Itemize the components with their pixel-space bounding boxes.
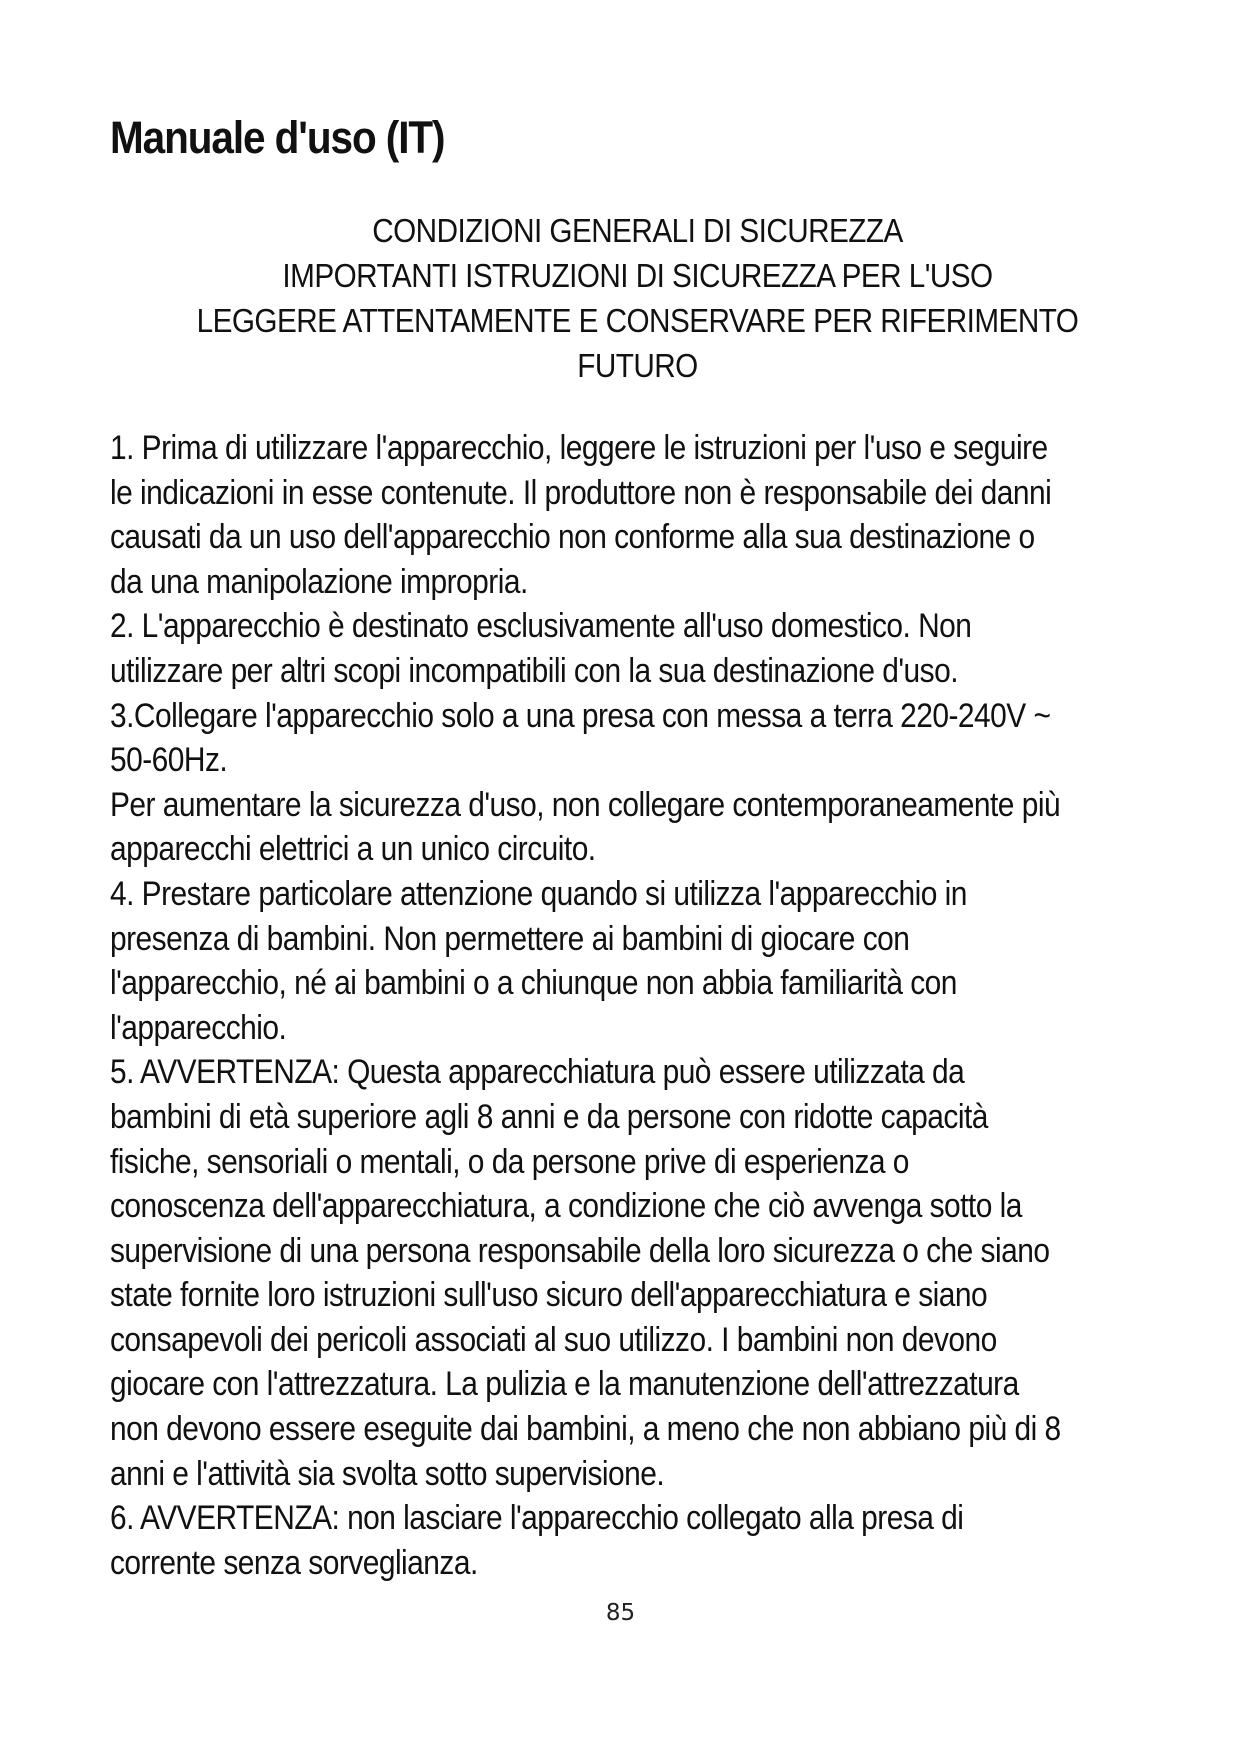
page-number: 85 — [605, 1600, 636, 1626]
instruction-5-line: conoscenza dell'apparecchiatura, a condizione che ciò avvenga sotto la — [110, 1187, 1022, 1226]
instruction-5-line: non devono essere eseguite dai bambini, a meno che non abbiano più di 8 — [110, 1410, 1061, 1449]
instruction-5-line: consapevoli dei pericoli associati al suo utilizzo. I bambini non devono — [110, 1320, 997, 1359]
instruction-6-line: corrente senza sorveglianza. — [110, 1543, 478, 1582]
instruction-5-line: supervisione di una persona responsabile della loro sicurezza o che siano — [110, 1231, 1050, 1270]
instruction-4-line: l'apparecchio, né ai bambini o a chiunque non abbia familiarità con — [110, 964, 957, 1003]
instruction-1-line: causati da un uso dell'apparecchio non conforme alla sua destinazione o — [110, 518, 1035, 557]
heading-line: CONDIZIONI GENERALI DI SICUREZZA — [372, 212, 903, 249]
heading-line: LEGGERE ATTENTAMENTE E CONSERVARE PER RIFERIMENTO — [196, 302, 1079, 339]
instruction-5-line: 5. AVVERTENZA: Questa apparecchiatura può essere utilizzata da — [110, 1053, 965, 1092]
safety-instructions — [110, 426, 1180, 1585]
instruction-4-line: l'apparecchio. — [110, 1008, 287, 1047]
instruction-5-line: anni e l'attività sia svolta sotto supervisione. — [110, 1454, 665, 1493]
instruction-1-line: da una manipolazione impropria. — [110, 562, 528, 601]
instruction-1-line: 1. Prima di utilizzare l'apparecchio, leggere le istruzioni per l'uso e seguire — [110, 429, 1048, 467]
instruction-4-line: 4. Prestare particolare attenzione quando si utilizza l'apparecchio in — [110, 874, 967, 913]
heading-line: IMPORTANTI ISTRUZIONI DI SICUREZZA PER L'USO — [282, 257, 993, 294]
safety-heading — [110, 208, 1165, 388]
instruction-6-line: 6. AVVERTENZA: non lasciare l'apparecchio collegato alla presa di — [110, 1499, 964, 1538]
instruction-5-line: fisiche, sensoriali o mentali, o da persone prive di esperienza o — [110, 1142, 909, 1181]
heading-line: FUTURO — [577, 347, 698, 384]
instruction-5-line: state fornite loro istruzioni sull'uso sicuro dell'apparecchiatura e siano — [110, 1276, 988, 1315]
instruction-3-line: 3.Collegare l'apparecchio solo a una presa con messa a terra 220-240V ~ — [110, 696, 1051, 735]
instruction-3-note-line: Per aumentare la sicurezza d'uso, non collegare contemporaneamente più — [110, 785, 1061, 824]
instruction-4-line: presenza di bambini. Non permettere ai bambini di giocare con — [110, 919, 910, 958]
instruction-5-line: bambini di età superiore agli 8 anni e da persone con ridotte capacità — [110, 1097, 988, 1136]
instruction-1-line: le indicazioni in esse contenute. Il produttore non è responsabile dei danni — [110, 473, 1052, 512]
instruction-5-line: giocare con l'attrezzatura. La pulizia e la manutenzione dell'attrezzatura — [110, 1365, 1019, 1404]
instruction-2-line: utilizzare per altri scopi incompatibili con la sua destinazione d'uso. — [110, 651, 959, 690]
instruction-3-note-line: apparecchi elettrici a un unico circuito. — [110, 830, 596, 869]
page-title: Manuale d'uso (IT) — [110, 112, 445, 163]
instruction-2-line: 2. L'apparecchio è destinato esclusivamente all'uso domestico. Non — [110, 607, 972, 646]
instruction-3-line: 50-60Hz. — [110, 741, 228, 780]
